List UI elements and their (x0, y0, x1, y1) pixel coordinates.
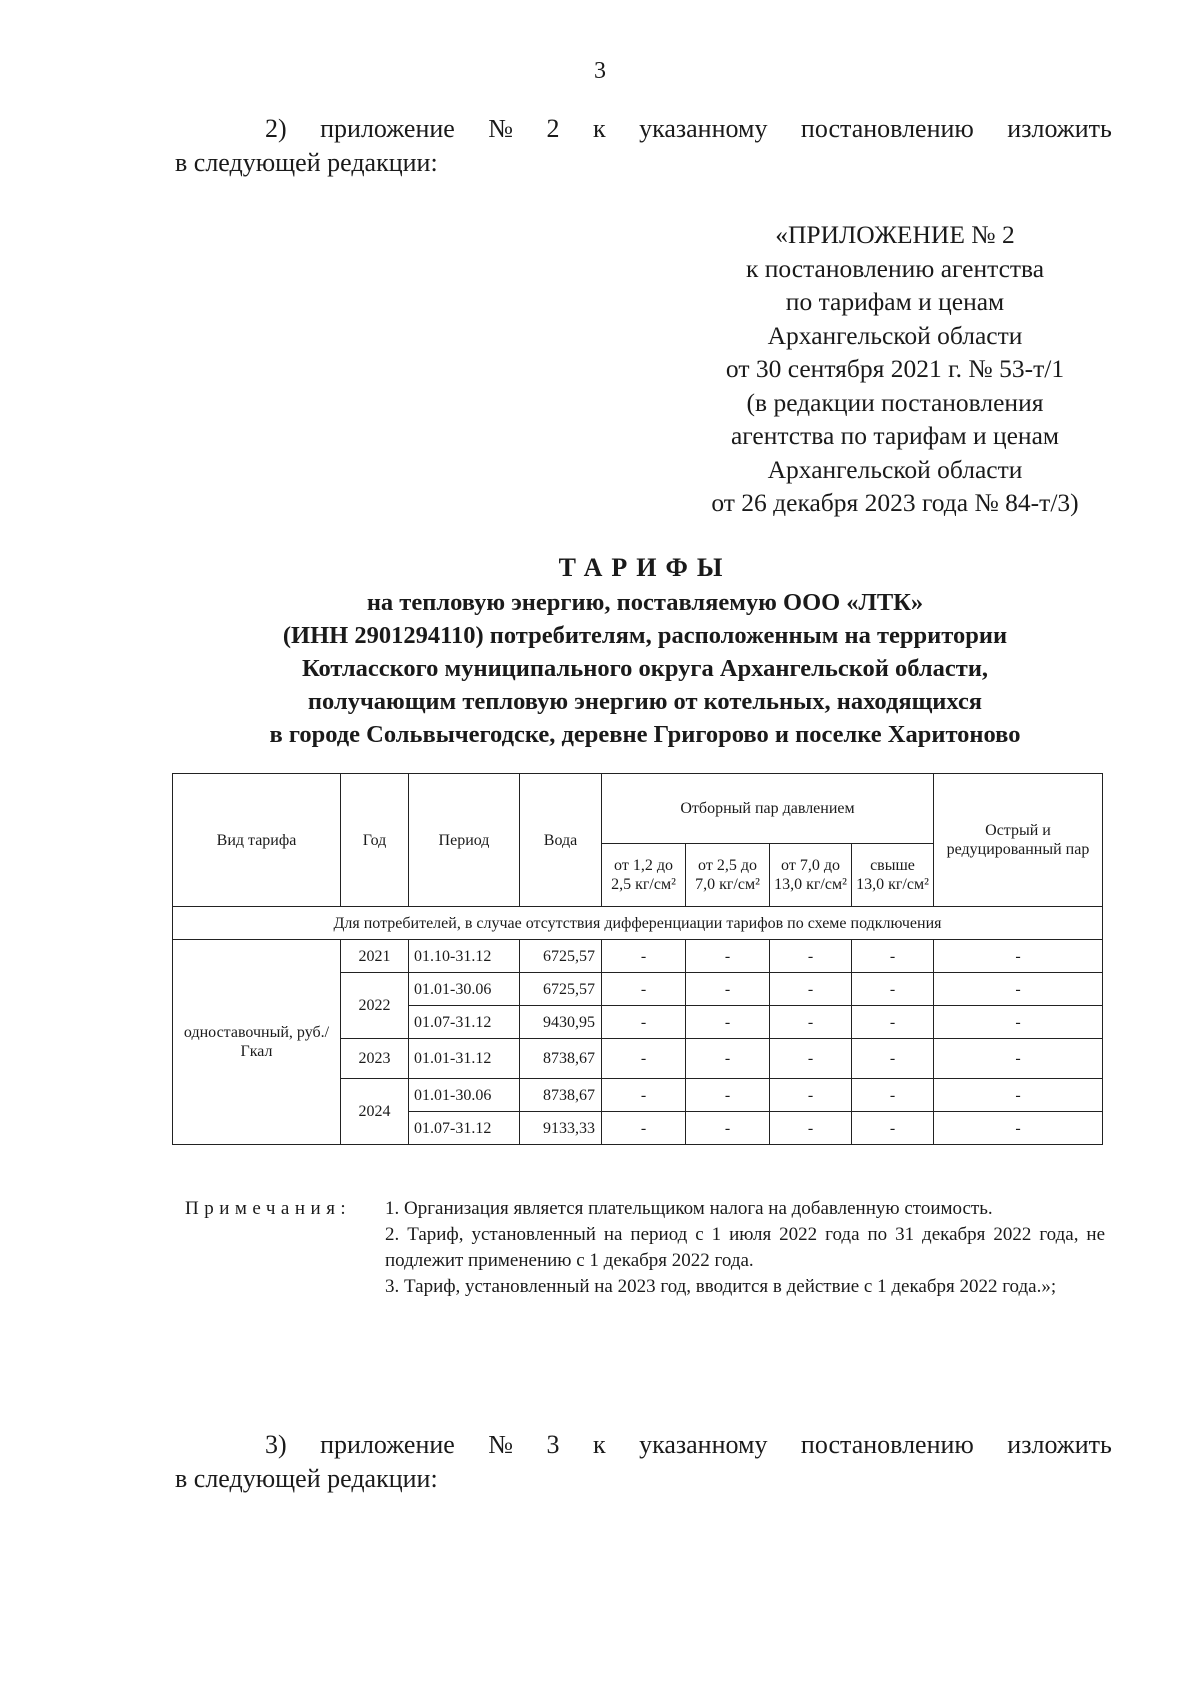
word: № (488, 1430, 514, 1459)
word: приложение (320, 1430, 455, 1459)
word: 2) (265, 114, 287, 143)
dash-cell: - (852, 1079, 934, 1112)
year-cell: 2024 (341, 1079, 409, 1145)
period-cell: 01.01-30.06 (409, 1079, 520, 1112)
year-cell: 2021 (341, 940, 409, 973)
paragraph-3-line-2: в следующей редакции: (175, 1464, 438, 1493)
header-period: Период (409, 774, 520, 907)
paragraph-2-line-1 (175, 112, 1112, 146)
dash-cell: - (852, 973, 934, 1006)
word: к (592, 1430, 606, 1459)
dash-cell: - (770, 973, 852, 1006)
year-cell: 2022 (341, 973, 409, 1039)
period-cell: 01.01-31.12 (409, 1039, 520, 1079)
dash-cell: - (934, 1079, 1103, 1112)
water-cell: 6725,57 (520, 973, 602, 1006)
word: № (488, 114, 514, 143)
dash-cell: - (686, 1039, 770, 1079)
dash-cell: - (602, 973, 686, 1006)
period-cell: 01.10-31.12 (409, 940, 520, 973)
table-row (173, 940, 1103, 973)
tariff-table (172, 773, 1103, 1145)
notes-label: Примечания: (185, 1198, 352, 1219)
note-item: 2. Тариф, установленный на период с 1 июля 2022 года по 31 декабря 2022 года, не подлежит применению с 1 декабря 2022 года. (385, 1224, 1105, 1271)
dash-cell: - (602, 1039, 686, 1079)
appendix-header (680, 218, 1110, 520)
dash-cell: - (934, 1112, 1103, 1145)
water-cell: 8738,67 (520, 1039, 602, 1079)
header-selection-steam: Отборный пар давлением (602, 774, 934, 844)
word: указанному (639, 114, 768, 143)
water-cell: 9430,95 (520, 1006, 602, 1039)
title-main: ТАРИФЫ (558, 553, 732, 582)
dash-cell: - (602, 1079, 686, 1112)
title-line: в городе Сольвычегодске, деревне Григорово и поселке Харитоново (269, 721, 1021, 748)
header-pressure: от 2,5 до 7,0 кг/см² (686, 844, 770, 907)
table-subheader: Для потребителей, в случае отсутствия дифференциации тарифов по схеме подключения (173, 907, 1103, 940)
appendix-line: по тарифам и ценам (785, 287, 1005, 316)
dash-cell: - (770, 1006, 852, 1039)
header-water: Вода (520, 774, 602, 907)
dash-cell: - (852, 1006, 934, 1039)
paragraph-3 (175, 1428, 1112, 1496)
dash-cell: - (770, 1039, 852, 1079)
dash-cell: - (686, 1079, 770, 1112)
paragraph-3-line-1 (175, 1428, 1112, 1462)
dash-cell: - (934, 1039, 1103, 1079)
dash-cell: - (852, 940, 934, 973)
word: изложить (1007, 1430, 1112, 1459)
appendix-line: к постановлению агентства (745, 253, 1045, 283)
appendix-line: от 30 сентября 2021 г. № 53-т/1 (725, 354, 1065, 383)
header-sharp-steam: Острый и редуцированный пар (934, 774, 1103, 907)
dash-cell: - (852, 1039, 934, 1079)
paragraph-2 (175, 112, 1112, 180)
appendix-line: «ПРИЛОЖЕНИЕ № 2 (775, 220, 1015, 249)
title-line: (ИНН 2901294110) потребителям, расположенным на территории (282, 622, 1008, 649)
header-year: Год (341, 774, 409, 907)
word: приложение (320, 114, 455, 143)
appendix-line: Архангельской области (767, 454, 1023, 484)
note-item: 3. Тариф, установленный на 2023 год, вводится в действие с 1 декабря 2022 года.»; (385, 1276, 1057, 1297)
title-line: Котласского муниципального округа Архангельской области, (301, 655, 989, 682)
water-cell: 8738,67 (520, 1079, 602, 1112)
dash-cell: - (686, 1006, 770, 1039)
appendix-line: (в редакции постановления (746, 387, 1044, 417)
word: к (592, 114, 606, 143)
period-cell: 01.01-30.06 (409, 973, 520, 1006)
appendix-line: Архангельской области (767, 320, 1023, 350)
appendix-line: от 26 декабря 2023 года № 84-т/3) (711, 488, 1079, 517)
word: постановлению (800, 114, 974, 143)
word: 3) (265, 1430, 287, 1459)
header-tariff-type: Вид тарифа (173, 774, 341, 907)
document-title (150, 550, 1140, 751)
paragraph-2-line-2: в следующей редакции: (175, 148, 438, 177)
notes-list (385, 1196, 1105, 1300)
header-pressure: от 1,2 до 2,5 кг/см² (602, 844, 686, 907)
word: постановлению (800, 1430, 974, 1459)
dash-cell: - (934, 940, 1103, 973)
title-line: получающим тепловую энергию от котельных, находящихся (307, 688, 983, 715)
year-cell: 2023 (341, 1039, 409, 1079)
dash-cell: - (602, 1112, 686, 1145)
dash-cell: - (686, 1112, 770, 1145)
dash-cell: - (602, 1006, 686, 1039)
water-cell: 6725,57 (520, 940, 602, 973)
title-line: на тепловую энергию, поставляемую ООО «ЛТК» (366, 589, 924, 616)
dash-cell: - (686, 973, 770, 1006)
page-number: 3 (594, 58, 606, 84)
appendix-line: агентства по тарифам и ценам (730, 421, 1060, 450)
header-pressure: от 7,0 до 13,0 кг/см² (770, 844, 852, 907)
note-item: 1. Организация является плательщиком налога на добавленную стоимость. (385, 1198, 993, 1219)
header-pressure: свыше 13,0 кг/см² (852, 844, 934, 907)
dash-cell: - (852, 1112, 934, 1145)
word: 2 (546, 114, 560, 143)
dash-cell: - (686, 940, 770, 973)
period-cell: 01.07-31.12 (409, 1006, 520, 1039)
dash-cell: - (934, 973, 1103, 1006)
dash-cell: - (934, 1006, 1103, 1039)
word: изложить (1007, 114, 1112, 143)
dash-cell: - (770, 940, 852, 973)
word: указанному (639, 1430, 768, 1459)
dash-cell: - (770, 1112, 852, 1145)
period-cell: 01.07-31.12 (409, 1112, 520, 1145)
word: 3 (546, 1430, 560, 1459)
tariff-type-cell: одноставочный, руб./Гкал (173, 940, 341, 1145)
dash-cell: - (602, 940, 686, 973)
dash-cell: - (770, 1079, 852, 1112)
water-cell: 9133,33 (520, 1112, 602, 1145)
